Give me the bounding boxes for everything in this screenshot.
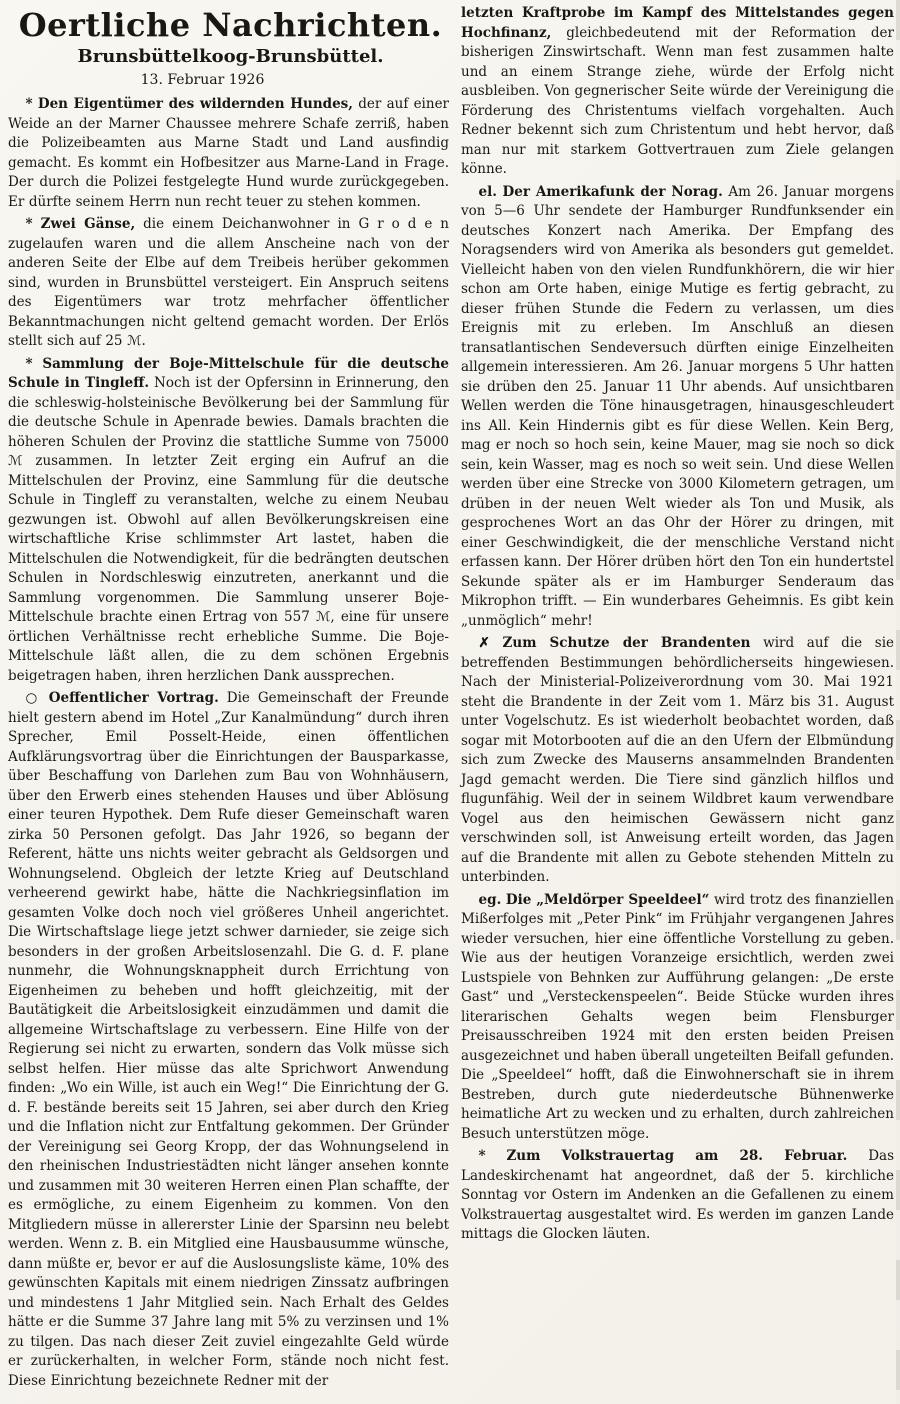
article-lead: Zum Volkstrauertag am 28. Februar. bbox=[506, 1148, 848, 1164]
article-lead: letzten Kraftprobe im Kampf des Mittelstandes gegen Hochfinanz, bbox=[461, 5, 894, 41]
right-column bbox=[461, 4, 894, 1248]
article-body: der auf einer Weide an der Marner Chaussee mehrere Schafe zerriß, haben die Polizeibeamten aus Marne Stadt und Land ausfindig gemacht. Es kommt ein Hofbesitzer aus Marne-Land in Frage. Der durch die Polizei festgelegte Hund wurde zurückgegeben. Er dürfte seinem Herrn nun recht teuer zu stehen kommen. bbox=[8, 96, 450, 210]
article-body: Das Landeskirchenamt hat angeordnet, daß der 5. kirchliche Sonntag vor Ostern im Andenken an die Gefallenen zu einem Volkstrauertag ausgestaltet wird. Es werden im ganzen Lande mittags die Glocken läuten. bbox=[461, 1148, 895, 1242]
article-meldoerper-speeldeel bbox=[461, 891, 894, 1145]
article-schutz-brandenten bbox=[461, 634, 894, 888]
article-marker-circle: ○ bbox=[25, 690, 41, 706]
article-wildernder-hund bbox=[8, 95, 449, 212]
section-subtitle: Brunsbüttelkoog-Brunsbüttel. bbox=[77, 46, 384, 67]
article-vortrag-continuation bbox=[461, 4, 894, 180]
article-zwei-gaense bbox=[8, 215, 449, 352]
article-lead: Zwei Gänse, bbox=[40, 216, 136, 232]
article-body: wird trotz des finanziellen Mißerfolges mit „Peter Pink“ im Frühjahr vergangenen Jahres wieder versuchen, hier eine öffentliche Vorstellung zu geben. Wie aus der heutigen Voranzeige ersichtlich, werden zwei Lustspiele von Behnken zur Aufführung gelangen: „De erste Gast“ und „Versteckenspeelen“. Beide Stücke wurden ihres literarischen Gehalts wegen beim Flensburger Preisausschreiben 1924 mit den ersten beiden Preisen ausgezeichnet und haben überall ungeteilten Beifall gefunden. Die „Speeldeel“ hofft, daß die Einwohnerschaft sie in ihrem Bestreben, durch gute niederdeutsche Bühnenwerke heimatliche Art zu wecken und zu erhalten, durch zahlreichen Besuch unterstützen möge. bbox=[461, 891, 895, 1142]
column-layout bbox=[8, 4, 894, 1394]
article-amerikafunk-norag bbox=[461, 183, 894, 632]
scan-artifact-streak bbox=[896, 0, 900, 1404]
article-marker-initials: el. bbox=[478, 183, 497, 200]
article-marker: * bbox=[25, 216, 33, 232]
dateline: 13. Februar 1926 bbox=[140, 72, 265, 88]
article-lead: Die „Meldörper Speeldeel“ bbox=[505, 891, 710, 908]
article-marker-cross: ✗ bbox=[478, 635, 490, 651]
article-body: Die Gemeinschaft der Freunde hielt gestern abend im Hotel „Zur Kanalmündung“ durch ihren Sprecher, Emil Posselt-Heide, einen öffentlichen Aufklärungsvortrag über die Einrichtungen der Bausparkasse, über Beschaffung von Darlehen zum Bau von Wohnhäusern, über den Erwerb eines stehenden Hauses und über Ablösung einer teuren Hypothek. Dem Rufe dieser Gemeinschaft waren zirka 50 Personen gefolgt. Das Jahr 1926, so begann der Referent, hätte uns nichts weiter gebracht als Geldsorgen und Wohnungselend. Obgleich der letzte Krieg auf Deutschland verheerend gewirkt habe, hätte die Nachkriegsinflation im gesamten Volke doch noch viel größeres Unheil angerichtet. Die Wirtschaftslage liege jetzt schwer darnieder, sie zeige sich besonders in der großen Arbeitslosenzahl. Die G. d. F. plane nunmehr, die Wohnungsknappheit durch Errichtung von Eigenheimen zu beheben und hofft gleichzeitig, mit der Bautätigkeit die Arbeitslosigkeit einzudämmen und damit die allgemeine Wirtschaftslage zu verbessern. Eine Hilfe von der Regierung sei nicht zu erwarten, sondern das Volk müsse sich selbst helfen. Hier müsse das alte Sprichwort Anwendung finden: „Wo ein Wille, ist auch ein Weg!“ Die Einrichtung der G. d. F. bestände bereits seit 15 Jahren, sei aber durch den Krieg und die Inflation nicht zur Entfaltung gekommen. Der Gründer der Vereinigung sei Georg Kropp, der das Wohnungselend in den rheinischen Industriestädten nicht länger ansehen konnte und zusammen mit 30 weiteren Herren einen Plan schaffte, der es ermögliche, zu einem Eigenheim zu kommen. Von den Mitgliedern müsse in allererster Linie der Sparsinn neu belebt werden. Wenn z. B. ein Mitglied eine Hausbausumme wünsche, dann müßte er, bevor er auf die Auslosungsliste käme, 10% des gewünschten Kapitals mit einem niedrigen Zinssatz aufbringen und mindestens 1 Jahr Mitglied sein. Nach Erhalt des Geldes hätte er die Summe 37 Jahre lang mit 5% zu verzinsen und 1% zu tilgen. Das nach dieser Zeit zuviel eingezahlte Geld würde er zurückerhalten, in welcher Form, stände noch nicht fest. Diese Einrichtung bezeichnete Redner mit der bbox=[8, 690, 449, 1389]
left-column bbox=[8, 4, 449, 1394]
article-lead: Oeffentlicher Vortrag. bbox=[48, 690, 219, 706]
article-sammlung-boje-mittelschule bbox=[8, 355, 449, 687]
article-body: gleichbedeutend mit der Reformation der bisherigen Zinswirtschaft. Wenn man fest zusammen halte und an einem Strange ziehe, würde der Erfolg nicht ausbleiben. Von gegnerischer Seite würde der Vereinigung die Förderung des Christentums vielfach vorgehalten. Auch Redner bekennt sich zum Christentum und hebt hervor, daß man nur mit starkem Gottvertrauen zum Ziele gelangen könne. bbox=[461, 24, 895, 177]
article-body: Noch ist der Opfersinn in Erinnerung, den die schleswig-holsteinische Bevölkerung bei der Sammlung für die deutsche Schule in Apenrade bewies. Damals brachten die höheren Schulen der Provinz die stattliche Summe von 75000 ℳ zusammen. In letzter Zeit erging ein Aufruf an die Mittelschulen der Provinz, eine Sammlung für die deutsche Schule in Tingleff zu veranstalten, welche zu einem Neubau gezwungen ist. Obwohl auf allen Bevölkerungskreisen eine wirtschaftliche Krise schlimmster Art lastet, haben die Mittelschulen die Notwendigkeit, für die bedrängten deutschen Schulen in Nordschleswig einzutreten, anerkannt und die Sammlung vorgenommen. Die Sammlung unserer Boje-Mittelschule brachte einen Ertrag von 557 ℳ, eine für unsere örtlichen Verhältnisse recht erhebliche Summe. Die Boje-Mittelschule läßt allen, die zu dem schönen Ergebnis beigetragen haben, ihren herzlichen Dank aussprechen. bbox=[8, 375, 449, 684]
article-marker-initials: eg. bbox=[478, 891, 502, 908]
article-body: wird auf die sie betreffenden Bestimmungen behördlicherseits hingewiesen. Nach der Ministerial-Polizeiverordnung vom 30. Mai 1921 steht die Brandente in der Zeit vom 1. März bis 31. August unter Vogelschutz. Es ist wiederholt beobachtet worden, daß sogar mit Motorbooten auf die an den Ufern der Elbmündung sich zum Zwecke des Mauserns ansammelnden Brandenten Jagd gemacht werden. Die Tiere sind gänzlich hilflos und flugunfähig. Weil der in seinem Wildbret kaum verwendbare Vogel aus den heimischen Gewässern nicht ganz verschwinden soll, ist Anweisung erteilt worden, das Jagen auf die Brandente mit allen zu Gebote stehenden Mitteln zu unterbinden. bbox=[461, 635, 895, 885]
article-lead: Sammlung der Boje-Mittelschule für die deutsche Schule in Tingleff. bbox=[8, 355, 450, 391]
article-body: Am 26. Januar morgens von 5—6 Uhr sendete der Hamburger Rundfunksender ein deutsches Konzert nach Amerika. Der Empfang des Noragsenders wird von Amerika als besonders gut gemeldet. Vielleicht haben von den vielen Rundfunkhörern, die wir hier schon am Orte haben, einige Mutige es fertig gebracht, zu dieser frühen Stunde die Federn zu verlassen, um dies Ereignis mit zu erleben. Im Anschluß an diesen transatlantischen Sendeversuch dürften einige Einzelheiten allgemein interessieren. Am 26. Januar morgens 5 Uhr hatten sie drüben den 25. Januar 11 Uhr abends. Auf unsichtbaren Wellen werden die Töne hinausgetragen, hinausgeschleudert ins All. Kein Hindernis gibt es für diese Wellen. Kein Berg, mag er noch so hoch sein, keine Mauer, mag sie noch so dick sein, kein Wasser, mag es noch so weit sein. Und diese Wellen werden über eine Strecke von 3000 Kilometern getragen, um drüben in der neuen Welt wieder als Ton und Musik, als gesprochenes Wort an das Ohr der Hörer zu dringen, mit einer Geschwindigkeit, die der menschliche Verstand nicht erfassen kann. Der Hörer drüben hört den Ton ein hundertstel Sekunde später als er im Hamburger Senderaum das Mikrophon trifft. — Ein wunderbares Geheimnis. Es gibt kein „unmöglich“ mehr! bbox=[461, 183, 894, 629]
article-lead: Den Eigentümer des wildernden Hundes, bbox=[37, 96, 353, 112]
article-oeffentlicher-vortrag bbox=[8, 689, 449, 1391]
article-lead: Zum Schutze der Brandenten bbox=[502, 635, 751, 651]
article-lead: Der Amerikafunk der Norag. bbox=[502, 183, 723, 200]
section-title: Oertliche Nachrichten. bbox=[18, 6, 443, 44]
article-body: die einem Deichanwohner in G r o d e n zugelaufen waren und die allem Anscheine nach von der anderen Seite der Elbe auf dem Treibeis herüber gekommen sind, wurden in Brunsbüttel versteigert. Ein Anspruch seitens des Eigentümers war trotz mehrfacher öffentlicher Bekanntmachungen nicht geltend gemacht worden. Der Erlös stellt sich auf 25 ℳ. bbox=[8, 216, 450, 349]
article-volkstrauertag bbox=[461, 1147, 894, 1245]
section-masthead bbox=[8, 6, 453, 89]
article-marker: * bbox=[25, 355, 33, 372]
article-marker: * bbox=[25, 96, 33, 112]
article-marker: * bbox=[478, 1148, 486, 1164]
